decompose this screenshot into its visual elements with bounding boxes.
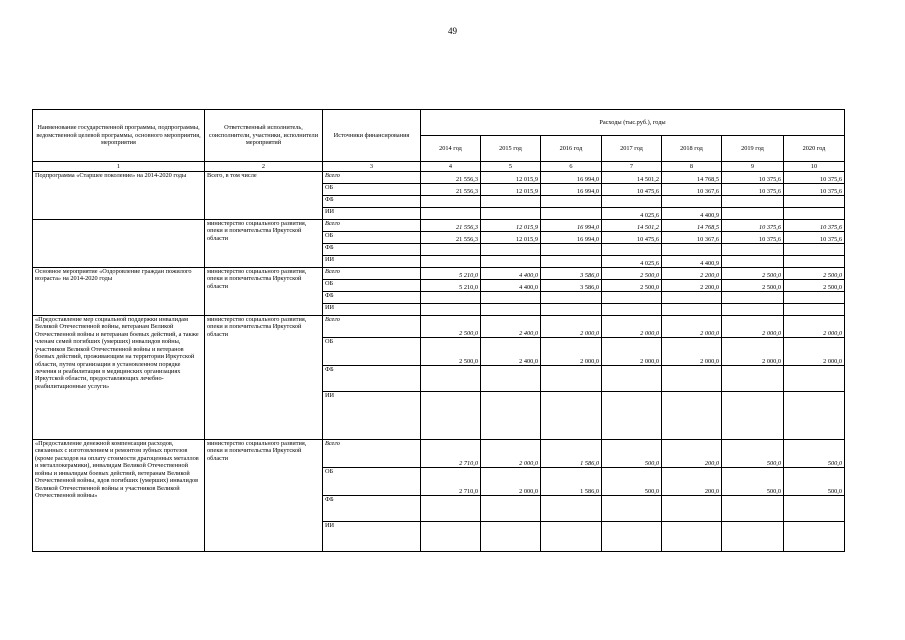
header-expenses: Расходы (тыс.руб.), годы [421, 110, 845, 136]
amount-cell [541, 244, 602, 256]
amount-cell: 4 400,0 [481, 280, 541, 292]
amount-cell [602, 244, 662, 256]
amount-cell [662, 522, 722, 552]
amount-cell: 2 400,0 [481, 316, 541, 338]
amount-cell: 16 994,0 [541, 232, 602, 244]
amount-cell [662, 196, 722, 208]
amount-cell [541, 304, 602, 316]
header-year: 2014 год [421, 136, 481, 162]
amount-cell [662, 366, 722, 392]
amount-cell: 5 210,0 [421, 280, 481, 292]
amount-cell [421, 256, 481, 268]
amount-cell [541, 496, 602, 522]
amount-cell [784, 208, 845, 220]
header-year: 2018 год [662, 136, 722, 162]
amount-cell: 2 500,0 [722, 268, 784, 280]
amount-cell [722, 304, 784, 316]
amount-cell: 2 500,0 [602, 268, 662, 280]
amount-cell: 200,0 [662, 440, 722, 468]
header-year: 2020 год [784, 136, 845, 162]
amount-cell [784, 496, 845, 522]
amount-cell [421, 244, 481, 256]
source-ii: ИИ [323, 522, 421, 552]
amount-cell [784, 366, 845, 392]
amount-cell [481, 522, 541, 552]
amount-cell: 10 375,6 [784, 184, 845, 196]
amount-cell: 2 000,0 [662, 338, 722, 366]
amount-cell: 16 994,0 [541, 220, 602, 232]
source-total: Всего [323, 440, 421, 468]
amount-cell [722, 522, 784, 552]
amount-cell [421, 392, 481, 440]
amount-cell: 10 375,6 [784, 172, 845, 184]
amount-cell [722, 496, 784, 522]
amount-cell [722, 256, 784, 268]
amount-cell [481, 208, 541, 220]
amount-cell: 12 015,9 [481, 232, 541, 244]
amount-cell: 1 586,0 [541, 440, 602, 468]
amount-cell: 500,0 [722, 440, 784, 468]
executor: министерство социального развития, опеки и попечительства Иркутской области [205, 220, 323, 268]
amount-cell: 16 994,0 [541, 184, 602, 196]
amount-cell [784, 196, 845, 208]
source-ob: ОБ [323, 338, 421, 366]
amount-cell: 14 501,2 [602, 220, 662, 232]
amount-cell [481, 304, 541, 316]
amount-cell: 2 500,0 [421, 316, 481, 338]
executor: министерство социального развития, опеки и попечительства Иркутской области [205, 268, 323, 316]
amount-cell [481, 496, 541, 522]
amount-cell [421, 366, 481, 392]
page-number: 49 [448, 26, 457, 36]
amount-cell [421, 292, 481, 304]
source-ii: ИИ [323, 304, 421, 316]
amount-cell: 2 000,0 [602, 338, 662, 366]
amount-cell: 2 710,0 [421, 468, 481, 496]
amount-cell [662, 496, 722, 522]
amount-cell: 4 400,9 [662, 208, 722, 220]
header-column-number: 9 [722, 162, 784, 172]
amount-cell [541, 522, 602, 552]
table-row [33, 440, 845, 468]
source-fb: ФБ [323, 244, 421, 256]
source-fb: ФБ [323, 366, 421, 392]
amount-cell: 2 000,0 [722, 338, 784, 366]
amount-cell: 10 367,6 [662, 232, 722, 244]
header-source: Источники финансирования [323, 110, 421, 162]
amount-cell: 500,0 [722, 468, 784, 496]
amount-cell: 10 375,6 [722, 220, 784, 232]
header-year: 2015 год [481, 136, 541, 162]
program-name: «Предоставление мер социальной поддержки инвалидам Великой Отечественной войны, ветеранам Великой Отечественной войны и ветеранам боевых действий, а также членам семей погибших (умерших) инвалидов войны, участников Великой Отечественной войны и ветеранов боевых действий, проживающим на территории Иркутской области, путем организации в установленном порядке лечения и реабилитации в медицинских организациях Иркутской области, предоставляющих лечебно-реабилитационные услуги» [33, 316, 205, 440]
amount-cell [602, 366, 662, 392]
amount-cell [722, 208, 784, 220]
source-ii: ИИ [323, 256, 421, 268]
amount-cell [722, 196, 784, 208]
amount-cell: 200,0 [662, 468, 722, 496]
amount-cell [541, 292, 602, 304]
amount-cell [784, 522, 845, 552]
amount-cell: 2 000,0 [784, 316, 845, 338]
amount-cell: 2 000,0 [602, 316, 662, 338]
amount-cell: 10 375,6 [722, 184, 784, 196]
source-ob: ОБ [323, 184, 421, 196]
amount-cell [722, 366, 784, 392]
amount-cell [421, 208, 481, 220]
amount-cell: 3 586,0 [541, 268, 602, 280]
source-ii: ИИ [323, 208, 421, 220]
source-ob: ОБ [323, 468, 421, 496]
amount-cell [481, 256, 541, 268]
amount-cell [602, 304, 662, 316]
header-column-number: 6 [541, 162, 602, 172]
source-fb: ФБ [323, 292, 421, 304]
amount-cell: 2 000,0 [541, 338, 602, 366]
amount-cell: 12 015,9 [481, 220, 541, 232]
source-ob: ОБ [323, 232, 421, 244]
amount-cell [541, 196, 602, 208]
amount-cell [541, 256, 602, 268]
amount-cell [421, 496, 481, 522]
table-row [33, 316, 845, 338]
program-name: «Предоставление денежной компенсации расходов, связанных с изготовлением и ремонтом зубных протезов (кроме расходов на оплату стоимости драгоценных металлов и металлокерамики), инвалидам Великой Отечественной войны и инвалидам боевых действий, ветеранам Великой Отечественной войны, вдов погибших (умерших) инвалидов Великой Отечественной войны и участников Великой Отечественной войны» [33, 440, 205, 552]
amount-cell: 3 586,0 [541, 280, 602, 292]
amount-cell: 2 500,0 [602, 280, 662, 292]
amount-cell [722, 244, 784, 256]
source-total: Всего [323, 172, 421, 184]
amount-cell: 500,0 [602, 468, 662, 496]
amount-cell: 2 000,0 [722, 316, 784, 338]
amount-cell [602, 292, 662, 304]
amount-cell: 10 475,6 [602, 232, 662, 244]
source-total: Всего [323, 316, 421, 338]
amount-cell: 21 556,3 [421, 184, 481, 196]
amount-cell: 2 500,0 [784, 280, 845, 292]
amount-cell: 2 200,0 [662, 268, 722, 280]
amount-cell [421, 196, 481, 208]
table-row [33, 220, 845, 232]
header-year: 2019 год [722, 136, 784, 162]
amount-cell [481, 366, 541, 392]
amount-cell: 2 400,0 [481, 338, 541, 366]
header-executor: Ответственный исполнитель, соисполнители, участники, исполнители мероприятий [205, 110, 323, 162]
table-row [33, 268, 845, 280]
header-year: 2016 год [541, 136, 602, 162]
header-name: Наименование государственной программы, подпрограммы, ведомственной целевой программы, основного мероприятия, мероприятия [33, 110, 205, 162]
amount-cell: 500,0 [602, 440, 662, 468]
amount-cell: 2 500,0 [421, 338, 481, 366]
amount-cell: 2 000,0 [541, 316, 602, 338]
header-column-number: 10 [784, 162, 845, 172]
amount-cell [602, 392, 662, 440]
header-column-number: 1 [33, 162, 205, 172]
amount-cell: 2 200,0 [662, 280, 722, 292]
amount-cell: 2 500,0 [722, 280, 784, 292]
amount-cell [662, 244, 722, 256]
header-column-number: 3 [323, 162, 421, 172]
amount-cell [662, 292, 722, 304]
header-column-number: 8 [662, 162, 722, 172]
program-name: Подпрограмма «Старшее поколение» на 2014-2020 годы [33, 172, 205, 220]
source-total: Всего [323, 220, 421, 232]
program-name [33, 220, 205, 268]
amount-cell: 10 367,6 [662, 184, 722, 196]
amount-cell: 10 375,6 [784, 232, 845, 244]
amount-cell: 12 015,9 [481, 172, 541, 184]
amount-cell: 14 501,2 [602, 172, 662, 184]
amount-cell [481, 292, 541, 304]
amount-cell: 14 768,5 [662, 220, 722, 232]
amount-cell [421, 522, 481, 552]
amount-cell [722, 392, 784, 440]
amount-cell: 14 768,5 [662, 172, 722, 184]
amount-cell: 2 000,0 [662, 316, 722, 338]
amount-cell [662, 392, 722, 440]
amount-cell [481, 196, 541, 208]
financing-table [32, 109, 845, 552]
amount-cell: 500,0 [784, 440, 845, 468]
executor: министерство социального развития, опеки и попечительства Иркутской области [205, 316, 323, 440]
amount-cell [602, 522, 662, 552]
amount-cell: 21 556,3 [421, 232, 481, 244]
amount-cell [602, 196, 662, 208]
header-column-number: 4 [421, 162, 481, 172]
amount-cell [784, 256, 845, 268]
executor: Всего, в том числе [205, 172, 323, 220]
source-fb: ФБ [323, 196, 421, 208]
amount-cell [784, 304, 845, 316]
amount-cell: 10 375,6 [722, 232, 784, 244]
amount-cell: 5 210,0 [421, 268, 481, 280]
source-ob: ОБ [323, 280, 421, 292]
amount-cell [784, 244, 845, 256]
amount-cell [602, 496, 662, 522]
amount-cell: 21 556,3 [421, 172, 481, 184]
amount-cell: 2 000,0 [784, 338, 845, 366]
amount-cell: 4 025,6 [602, 256, 662, 268]
amount-cell: 1 586,0 [541, 468, 602, 496]
source-fb: ФБ [323, 496, 421, 522]
amount-cell [541, 392, 602, 440]
amount-cell: 500,0 [784, 468, 845, 496]
amount-cell [481, 392, 541, 440]
source-ii: ИИ [323, 392, 421, 440]
program-name: Основное мероприятие «Оздоровление граждан пожилого возраста» на 2014-2020 годы [33, 268, 205, 316]
header-column-number: 5 [481, 162, 541, 172]
amount-cell: 21 556,3 [421, 220, 481, 232]
table-row [33, 172, 845, 184]
amount-cell: 10 375,6 [722, 172, 784, 184]
amount-cell: 2 500,0 [784, 268, 845, 280]
amount-cell: 12 015,9 [481, 184, 541, 196]
header-column-number: 2 [205, 162, 323, 172]
amount-cell [541, 366, 602, 392]
amount-cell [784, 292, 845, 304]
executor: министерство социального развития, опеки и попечительства Иркутской области [205, 440, 323, 552]
amount-cell: 10 475,6 [602, 184, 662, 196]
amount-cell: 16 994,0 [541, 172, 602, 184]
amount-cell [662, 304, 722, 316]
amount-cell [541, 208, 602, 220]
amount-cell: 2 710,0 [421, 440, 481, 468]
header-column-number: 7 [602, 162, 662, 172]
amount-cell: 4 400,0 [481, 268, 541, 280]
amount-cell [722, 292, 784, 304]
amount-cell: 2 000,0 [481, 440, 541, 468]
amount-cell: 4 400,9 [662, 256, 722, 268]
amount-cell: 4 025,6 [602, 208, 662, 220]
amount-cell [481, 244, 541, 256]
header-year: 2017 год [602, 136, 662, 162]
amount-cell: 10 375,6 [784, 220, 845, 232]
amount-cell [421, 304, 481, 316]
amount-cell [784, 392, 845, 440]
source-total: Всего [323, 268, 421, 280]
amount-cell: 2 000,0 [481, 468, 541, 496]
